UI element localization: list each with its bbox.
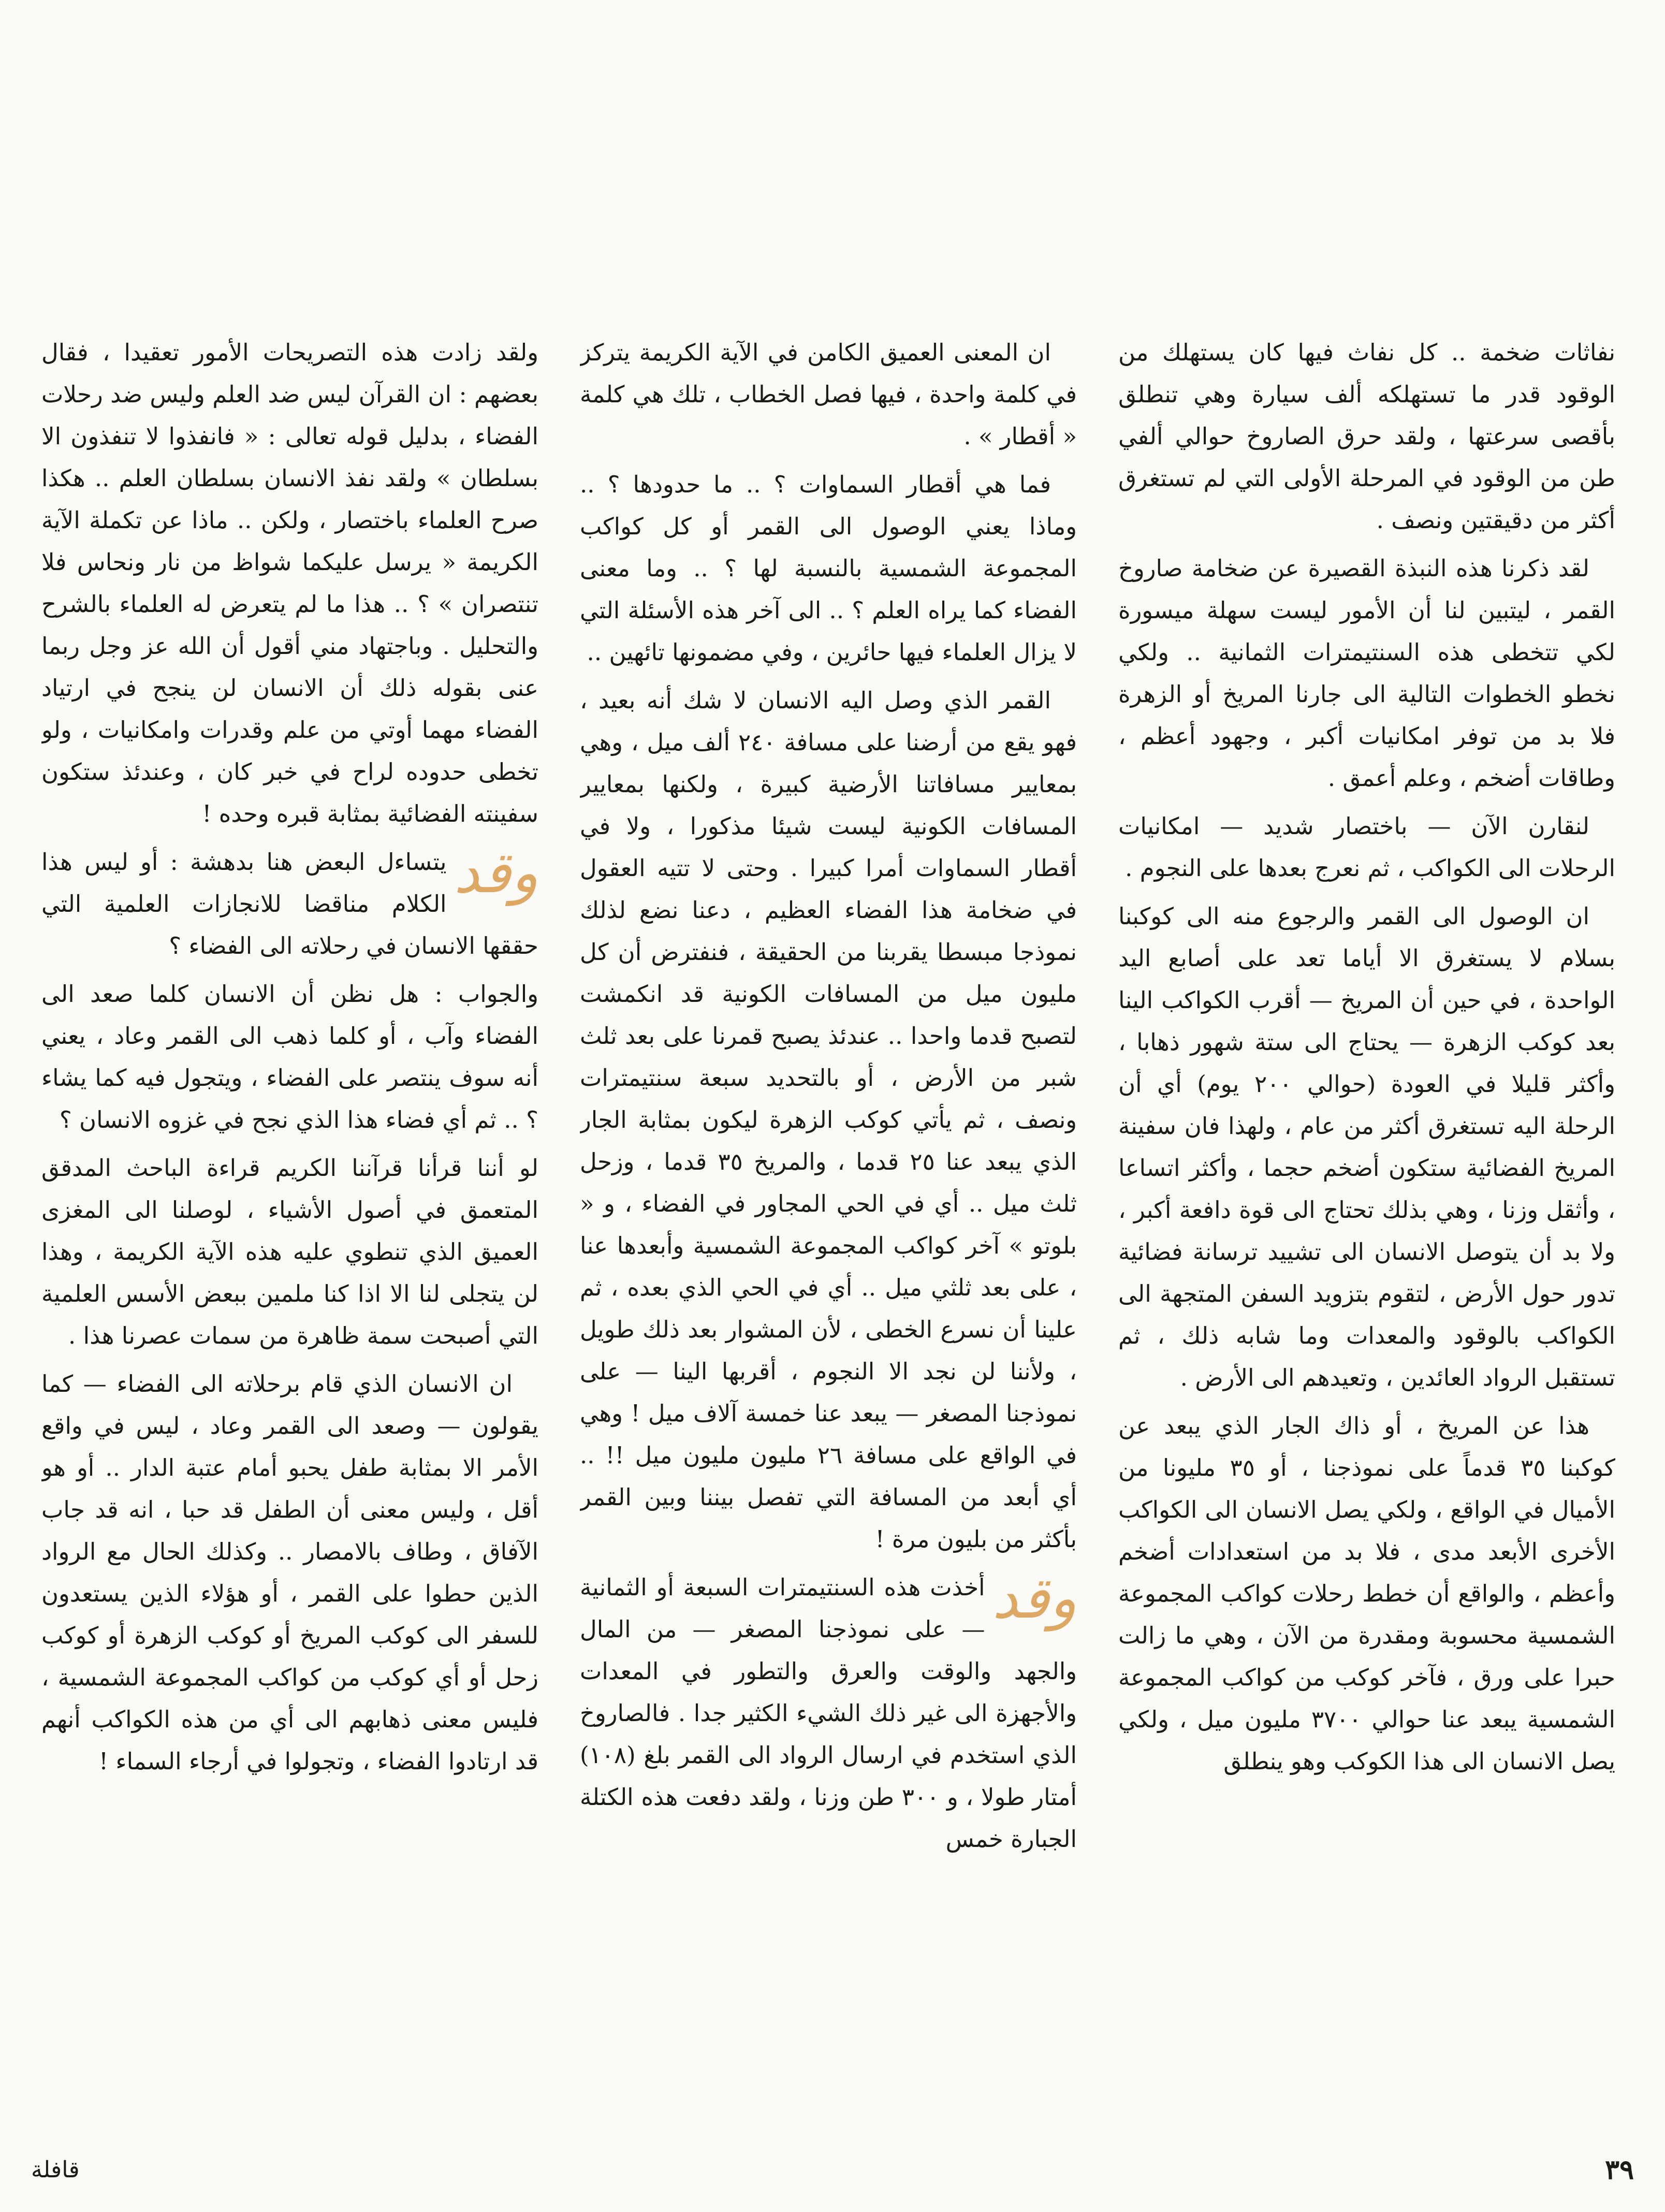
- paragraph-text: ان المعنى العميق الكامن في الآية الكريمة يتركز في كلمة واحدة ، فيها فصل الخطاب ، تلك هي كلمة « أقطار » .: [580, 339, 1077, 450]
- article-paragraph: [580, 679, 1077, 1560]
- article-paragraph: [1118, 805, 1615, 889]
- article-paragraph: [41, 1363, 538, 1782]
- paragraph-text: لقد ذكرنا هذه النبذة القصيرة عن ضخامة صاروخ القمر ، ليتبين لنا أن الأمور ليست سهلة ميسورة لكي تتخطى هذه السنتيمترات الثمانية .. ولكي نخطو الخطوات التالية الى جارنا المريخ أو الزهرة فلا بد من توفر امكانيات أكبر ، وجهود أعظم ، وطاقات أضخم ، وعلم أعمق .: [1118, 555, 1615, 792]
- article-paragraph: [41, 973, 538, 1141]
- paragraph-text: والجواب : هل نظن أن الانسان كلما صعد الى الفضاء وآب ، أو كلما ذهب الى القمر وعاد ، يعني أنه سوف ينتصر على الفضاء ، ويتجول فيه كما يشاء ؟ .. ثم أي فضاء هذا الذي نجح في غزوه الانسان ؟: [41, 980, 538, 1133]
- article-paragraph: [41, 841, 538, 967]
- paragraph-text: ان الانسان الذي قام برحلاته الى الفضاء — كما يقولون — وصعد الى القمر وعاد ، ليس في واقع الأمر الا بمثابة طفل يحبو أمام عتبة الدار .. أو هو أقل ، وليس معنى أن الطفل قد حبا ، انه قد جاب الآفاق ، وطاف بالامصار .. وكذلك الحال مع الرواد الذين حطوا على القمر ، أو هؤلاء الذين يستعدون للسفر الى كوكب المريخ أو كوكب الزهرة أو كوكب زحل أو أي كوكب من كواكب المجموعة الشمسية ، فليس معنى ذهابهم الى أي من هذه الكواكب أنهم قد ارتادوا الفضاء ، وتجولوا في أرجاء السماء !: [41, 1370, 538, 1775]
- article-paragraph: [1118, 547, 1615, 799]
- article-paragraph: [41, 1147, 538, 1357]
- article-paragraph: [41, 331, 538, 835]
- paragraph-text: هذا عن المريخ ، أو ذاك الجار الذي يبعد عن كوكبنا ٣٥ قدماً على نموذجنا ، أو ٣٥ مليونا من الأميال في الواقع ، ولكي يصل الانسان الى الكواكب الأخرى الأبعد مدى ، فلا بد من استعدادات أضخم وأعظم ، والواقع أن خطط رحلات كواكب المجموعة الشمسية محسوبة ومقدرة من الآن ، وهي ما زالت حبرا على ورق ، فآخر كوكب من كواكب المجموعة الشمسية يبعد عنا حوالي ٣٧٠٠ مليون ميل ، ولكي يصل الانسان الى هذا الكوكب وهو ينطلق: [1118, 1412, 1615, 1775]
- paragraph-text: لنقارن الآن — باختصار شديد — امكانيات الرحلات الى الكواكب ، ثم نعرج بعدها على النجوم .: [1118, 812, 1615, 882]
- article-paragraph: [1118, 331, 1615, 541]
- magazine-name: قافلة: [31, 2156, 80, 2183]
- article-column-1: [41, 331, 538, 2050]
- paragraph-text: أخذت هذه السنتيمترات السبعة أو الثمانية — على نموذجنا المصغر — من المال والجهد والوقت والعرق والتطور في المعدات والأجهزة الى غير ذلك الشيء الكثير جدا . فالصاروخ الذي استخدم في ارسال الرواد الى القمر بلغ (١٠٨) أمتار طولا ، و ٣٠٠ طن وزنا ، ولقد دفعت هذه الكتلة الجبارة خمس: [580, 1574, 1077, 1853]
- article-column-3: [1118, 331, 1615, 2050]
- article-paragraph: [1118, 1405, 1615, 1782]
- paragraph-text: فما هي أقطار السماوات ؟ .. ما حدودها ؟ .. وماذا يعني الوصول الى القمر أو كل كواكب المجموعة الشمسية بالنسبة لها ؟ .. وما معنى الفضاء كما يراه العلم ؟ .. الى آخر هذه الأسئلة التي لا يزال العلماء فيها حائرين ، وفي مضمونها تائهين ..: [580, 471, 1077, 666]
- page-number: ٣٩: [1605, 2153, 1634, 2186]
- article-column-2: [580, 331, 1077, 2050]
- paragraph-text: ولقد زادت هذه التصريحات الأمور تعقيدا ، فقال بعضهم : ان القرآن ليس ضد العلم وليس ضد رحلات الفضاء ، بدليل قوله تعالى : « فانفذوا لا تنفذون الا بسلطان » ولقد نفذ الانسان بسلطان العلم .. هكذا صرح العلماء باختصار ، ولكن .. ماذا عن تكملة الآية الكريمة « يرسل عليكما شواظ من نار ونحاس فلا تنتصران » ؟ .. هذا ما لم يتعرض له العلماء بالشرح والتحليل . وباجتهاد مني أقول أن الله عز وجل ربما عنى بقوله ذلك أن الانسان لن ينجح في ارتياد الفضاء مهما أوتي من علم وقدرات وامكانيات ، ولو تخطى حدوده لراح في خبر كان ، وعندئذ ستكون سفينته الفضائية بمثابة قبره وحده !: [41, 339, 538, 827]
- page-footer: [31, 2149, 1634, 2190]
- paragraph-text: لو أننا قرأنا قرآننا الكريم قراءة الباحث المدقق المتعمق في أصول الأشياء ، لوصلنا الى المغزى العميق الذي تنطوي عليه هذه الآية الكريمة ، وهذا لن يتجلى لنا الا اذا كنا ملمين ببعض الأسس العلمية التي أصبحت سمة ظاهرة من سمات عصرنا هذا .: [41, 1154, 538, 1349]
- article-paragraph: [580, 463, 1077, 673]
- dropcap-ornament: وقد: [992, 1565, 1077, 1631]
- paragraph-text: يتساءل البعض هنا بدهشة : أو ليس هذا الكلام مناقضا للانجازات العلمية التي حققها الانسان في رحلاته الى الفضاء ؟: [41, 848, 538, 959]
- article-paragraph: [1118, 895, 1615, 1399]
- article-paragraph: [580, 1566, 1077, 1860]
- article-paragraph: [580, 331, 1077, 457]
- article-columns: [41, 331, 1615, 2050]
- paragraph-text: ان الوصول الى القمر والرجوع منه الى كوكبنا بسلام لا يستغرق الا أياما تعد على أصابع اليد الواحدة ، في حين أن المريخ — أقرب الكواكب الينا بعد كوكب الزهرة — يحتاج الى ستة شهور ذهابا ، وأكثر قليلا في العودة (حوالي ٢٠٠ يوم) أي أن الرحلة اليه تستغرق أكثر من عام ، ولهذا فان سفينة المريخ الفضائية ستكون أضخم حجما ، وأكثر اتساعا ، وأثقل وزنا ، وهي بذلك تحتاج الى قوة دافعة أكبر ، ولا بد أن يتوصل الانسان الى تشييد ترسانة فضائية تدور حول الأرض ، لتقوم بتزويد السفن المتجهة الى الكواكب بالوقود والمعدات وما شابه ذلك ، ثم تستقبل الرواد العائدين ، وتعيدهم الى الأرض .: [1118, 903, 1615, 1391]
- paragraph-text: نفاثات ضخمة .. كل نفاث فيها كان يستهلك من الوقود قدر ما تستهلكه ألف سيارة وهي تنطلق بأقصى سرعتها ، ولقد حرق الصاروخ حوالي ألفي طن من الوقود في المرحلة الأولى التي لم تستغرق أكثر من دقيقتين ونصف .: [1118, 339, 1615, 534]
- dropcap-ornament: وقد: [454, 839, 538, 906]
- paragraph-text: القمر الذي وصل اليه الانسان لا شك أنه بعيد ، فهو يقع من أرضنا على مسافة ٢٤٠ ألف ميل ، وهي بمعايير مسافاتنا الأرضية كبيرة ، ولكنها بمعايير المسافات الكونية ليست شيئا مذكورا ، ولا في أقطار السماوات أمرا كبيرا . وحتى لا تتيه العقول في ضخامة هذا الفضاء العظيم ، دعنا نضع لذلك نموذجا مبسطا يقربنا من الحقيقة ، فنفترض أن كل مليون ميل من المسافات الكونية قد انكمشت لتصبح قدما واحدا .. عندئذ يصبح قمرنا على بعد ثلث شبر من الأرض ، أو بالتحديد سبعة سنتيمترات ونصف ، ثم يأتي كوكب الزهرة ليكون بمثابة الجار الذي يبعد عنا ٢٥ قدما ، والمريخ ٣٥ قدما ، وزحل ثلث ميل .. أي في الحي المجاور في الفضاء ، و « بلوتو » آخر كواكب المجموعة الشمسية وأبعدها عنا ، على بعد ثلثي ميل .. أي في الحي الذي بعده ، ثم علينا أن نسرع الخطى ، لأن المشوار بعد ذلك طويل ، ولأننا لن نجد الا النجوم ، أقربها الينا — على نموذجنا المصغر — يبعد عنا خمسة آلاف ميل ! وهي في الواقع على مسافة ٢٦ مليون مليون ميل !! .. أي أبعد من المسافة التي تفصل بيننا وبين القمر بأكثر من بليون مرة !: [580, 687, 1077, 1553]
